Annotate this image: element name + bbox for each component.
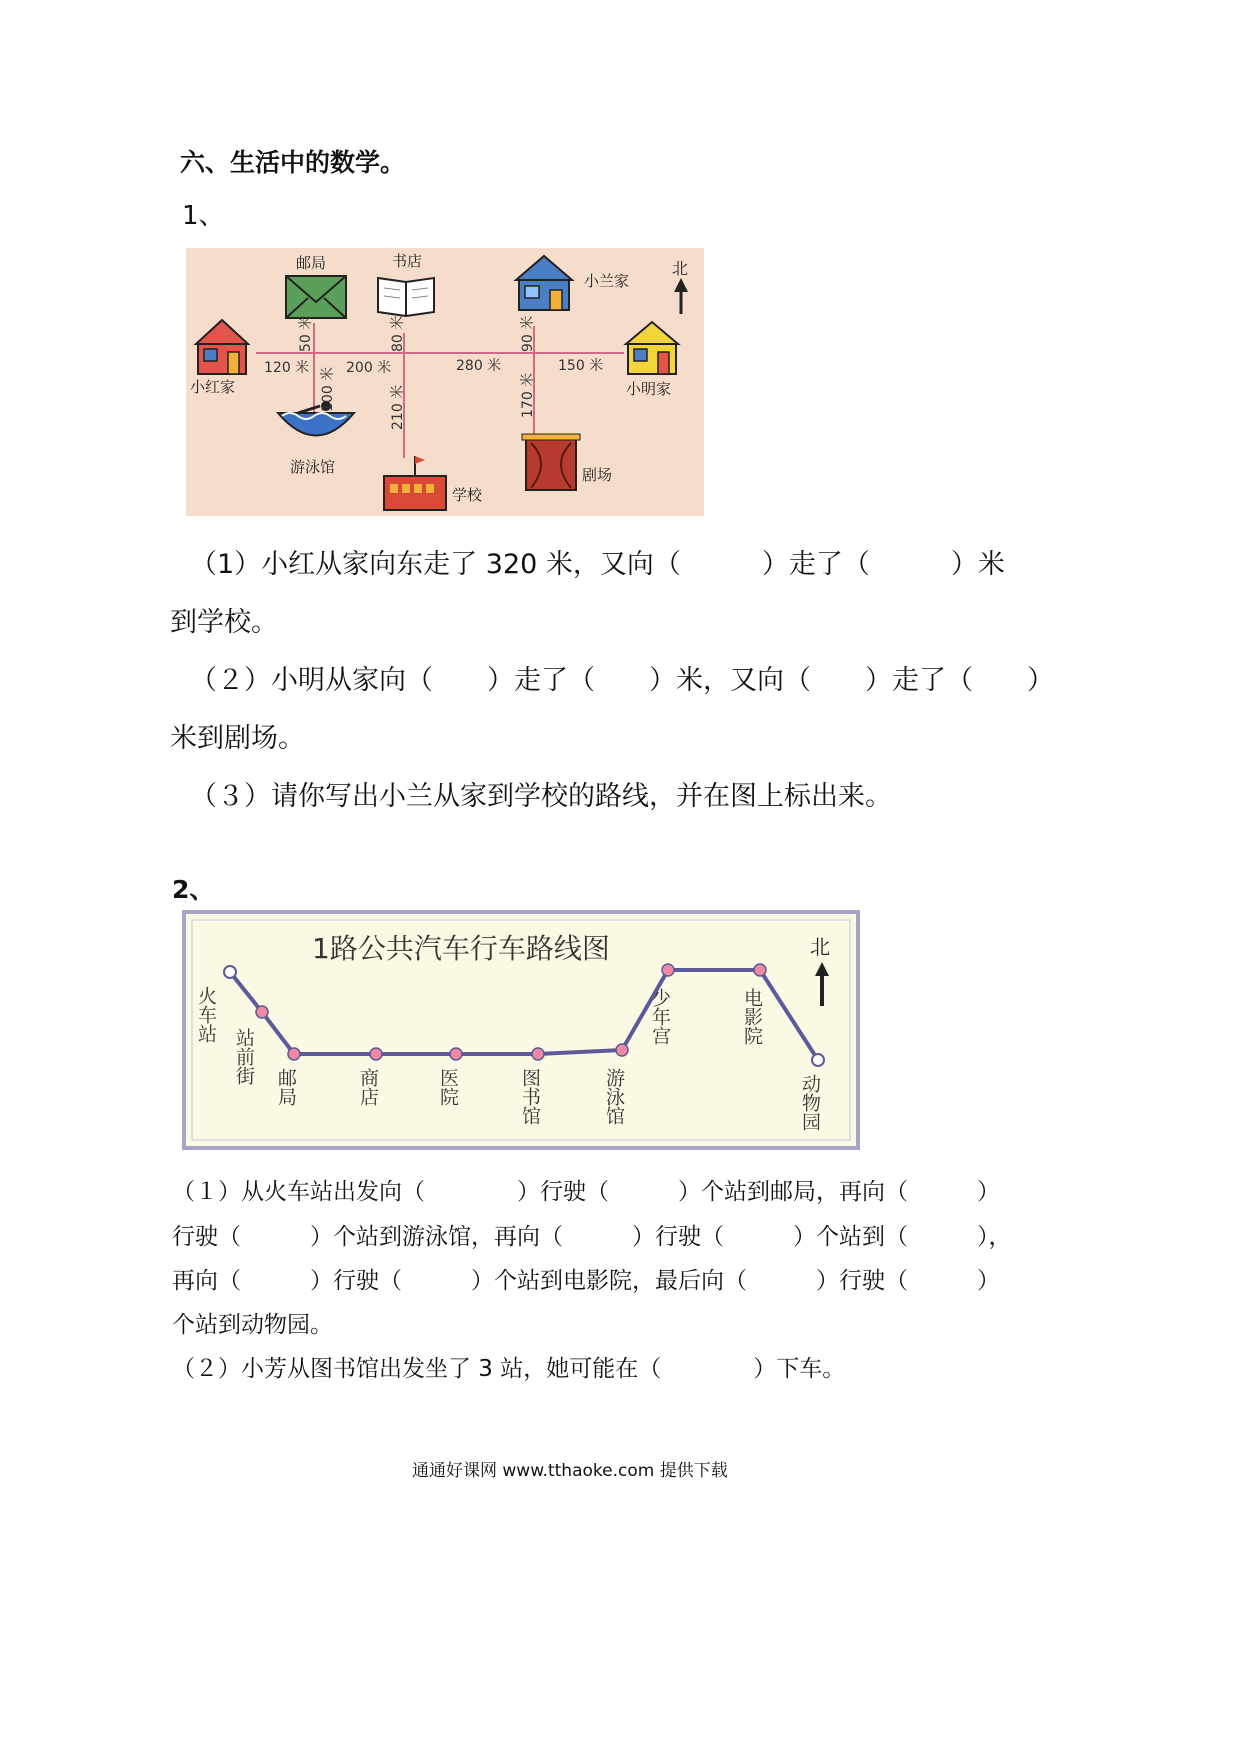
label-xiaohong-home: 小红家: [190, 378, 236, 396]
stop-youth-palace: 少年宫: [649, 988, 671, 1045]
stop-library: 图书馆: [519, 1068, 541, 1125]
distance-280: 280 米: [456, 358, 502, 374]
problem-2-number: 2、: [172, 875, 215, 904]
stop-station-street: 站前街: [233, 1028, 255, 1085]
envelope-icon: [286, 276, 346, 318]
map-north-label: 北: [672, 259, 689, 278]
stop-zoo: 动物园: [799, 1074, 821, 1131]
p2-question-1-line-2: 行驶（ ）个站到游泳馆，再向（ ）行驶（ ）个站到（ ），: [172, 1224, 1012, 1250]
label-xiaoming-home: 小明家: [626, 380, 672, 398]
problem-1-number: 1、: [182, 201, 225, 231]
theater-icon: [522, 434, 580, 490]
distance-150: 150 米: [558, 358, 604, 374]
label-theater: 剧场: [582, 466, 613, 484]
footer-credit: 通通好课网 www.tthaoke.com 提供下载: [412, 1461, 728, 1481]
stop-shop: 商店: [357, 1068, 379, 1106]
route-map-title: 1路公共汽车行车路线图: [312, 932, 610, 965]
distance-120: 120 米: [264, 360, 310, 376]
section-title: 六、生活中的数学。: [180, 148, 406, 177]
distance-lan-90: 90 米: [520, 315, 536, 352]
p2-question-2-line-1: （２）小芳从图书馆出发坐了 3 站，她可能在（ ）下车。: [172, 1356, 846, 1382]
p2-question-1-line-1: （１）从火车站出发向（ ）行驶（ ）个站到邮局，再向（ ）: [172, 1179, 1000, 1205]
p1-question-3-line-1: （３）请你写出小兰从家到学校的路线，并在图上标出来。: [190, 781, 892, 812]
stop-cinema: 电影院: [741, 988, 763, 1045]
label-bookstore: 书店: [392, 252, 423, 270]
p1-question-2-line-1: （２）小明从家向（ ）走了（ ）米，又向（ ）走了（ ）: [190, 665, 1054, 696]
p1-question-1-line-2: 到学校。: [170, 607, 278, 638]
stop-hospital: 医院: [437, 1068, 459, 1106]
distance-book-80: 80 米: [390, 315, 406, 352]
p1-question-2-line-2: 米到剧场。: [170, 723, 305, 754]
distance-pool-100: 100 米: [320, 366, 336, 412]
book-icon: [378, 278, 434, 316]
p1-question-1-line-1: （1）小红从家向东走了 320 米，又向（ ）走了（ ）米: [190, 549, 1005, 580]
distance-200: 200 米: [346, 360, 392, 376]
label-post-office: 邮局: [296, 254, 327, 272]
label-xiaolan-home: 小兰家: [584, 272, 630, 290]
stop-pool: 游泳馆: [603, 1068, 625, 1125]
stop-post-office: 邮局: [275, 1068, 297, 1106]
bus-route-map: [182, 910, 860, 1150]
label-school: 学校: [452, 486, 483, 504]
stop-train-station: 火车站: [195, 986, 217, 1043]
distance-post-50: 50 米: [298, 315, 314, 352]
route-north-label: 北: [810, 935, 830, 959]
distance-theater-170: 170 米: [520, 372, 536, 418]
direction-map: [186, 248, 704, 516]
p2-question-1-line-3: 再向（ ）行驶（ ）个站到电影院，最后向（ ）行驶（ ）: [172, 1268, 1000, 1294]
label-pool: 游泳馆: [290, 458, 336, 476]
p2-question-1-line-4: 个站到动物园。: [172, 1312, 333, 1338]
distance-school-210: 210 米: [390, 384, 406, 430]
